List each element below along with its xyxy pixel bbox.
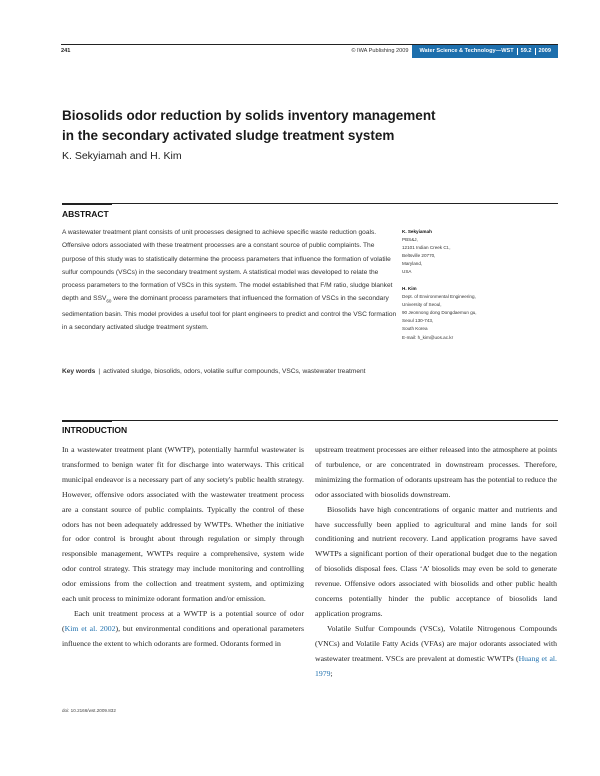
keywords-label: Key words	[62, 368, 96, 375]
abstract-body: A wastewater treatment plant consists of unit processes designed to achieve specific waste reduction goals. Offensive odors associated with these treatment processes are a constant source of public complaints. The purpose of this study was to statistically determine the process parameters that influence the formation of volatile sulfur compounds (VSCs) in the secondary treatment system. A statistical model was developed to relate the process parameters to the formation of VSCs in this system. The model established that F/M ratio, sludge blanket depth and SSV	[62, 229, 393, 303]
citation-link[interactable]: Kim et al. 2002	[64, 623, 116, 633]
title-line-1: Biosolids odor reduction by solids inventory management	[62, 108, 436, 123]
journal-name: Water Science & Technology—WST	[419, 48, 514, 54]
body-column-right	[315, 443, 557, 682]
paragraph-text: Volatile Sulfur Compounds (VSCs), Volatile Nitrogenous Compounds (VNCs) and Volatile Fatty Acids (VFAs) are major odorants associated with wastewater treatment. VSCs are prevalent at domestic WWTPs (	[315, 623, 557, 663]
affiliation-line: 12101 Indian Creek Ct.,	[402, 245, 451, 251]
affiliation-name: K. Sekyiamah	[402, 229, 432, 234]
abstract-body-end: were the dominant process parameters that influenced the formation of VSCs in the secondary sedimentation basin. This model provides a useful tool for plant engineers to predict and control the VSC formation in a secondary activated sludge treatment system.	[62, 295, 397, 332]
paragraph-text: ;	[330, 668, 333, 678]
paragraph: In a wastewater treatment plant (WWTP), potentially harmful wastewater is transformed to benign water fit for discharge into waterways. This critical municipal endeavor is a necessary part of any society's public health strategy. However, offensive odors associated with the wastewater treatment process are a constant source of public complaints. Typically the control of these odors has not been adequately addressed by WWTPs. Whether the initiative for odor control is brought about through regulation or simply through responsible management, WWTPs require a comprehensive, system wide odor control strategy. This strategy may include monitoring and controlling odor emissions from the collection and treatment system, and optimizing each unit process to minimize odorant formation and/or emission.	[62, 445, 304, 604]
journal-year: 2009	[538, 48, 551, 54]
affiliation-line: Maryland,	[402, 261, 423, 267]
journal-banner	[412, 45, 558, 58]
publisher-label: © IWA Publishing 2009	[351, 48, 409, 54]
keywords	[62, 366, 397, 378]
doi-footer: doi: 10.2166/wst.2009.832	[62, 708, 116, 713]
affiliation-line: University of Seoul,	[402, 302, 442, 308]
affiliation-name: H. Kim	[402, 286, 417, 291]
paragraph: Biosolids have high concentrations of organic matter and nutrients and have successfully been applied to agricultural and mine lands for soil conditioning and nutrient recovery. Land application programs have saved WWTPs a significant portion of their operational budget due to the negation of biosolids disposal fees. Class ‘A’ biosolids may even be sold to generate revenue. Offensive odors associated with biosolids and other public health concerns potentially hinder the public acceptance of biosolids land application programs.	[315, 504, 557, 618]
separator	[517, 48, 518, 55]
affiliation-email: E-mail: h_kim@uos.ac.kr	[402, 334, 454, 340]
keywords-divider: |	[98, 368, 101, 375]
paragraph: upstream treatment processes are either released into the atmosphere at points of turbulence, or are concentrated in downstream processes. Therefore, minimizing the formation of odorants upstream has the potential to reduce the odor associated with biosolids downstream.	[315, 445, 557, 499]
body-column-left	[62, 443, 304, 652]
abstract-subscript: 60	[106, 298, 112, 304]
affiliation-line: PBS&J,	[402, 237, 418, 243]
affiliation-sekyiamah	[402, 228, 552, 277]
title-line-2: in the secondary activated sludge treatment system	[62, 128, 395, 143]
keywords-list: activated sludge, biosolids, odors, volatile sulfur compounds, VSCs, wastewater treatment	[103, 368, 366, 375]
paragraph-text: Each unit treatment process at a WWTP is a potential source of odor (	[62, 608, 304, 633]
affiliation-line: Seoul 130-743,	[402, 318, 434, 324]
paragraph	[62, 607, 304, 652]
affiliation-line: Beltsville 20770,	[402, 253, 436, 259]
abstract-rule	[62, 203, 558, 204]
page-number: 241	[61, 48, 71, 54]
affiliation-line: 90 Jeonnong dong Dongdaemun gu,	[402, 310, 477, 316]
citation-link[interactable]: Huang et al. 1979	[315, 653, 557, 678]
abstract-heading: ABSTRACT	[62, 209, 109, 219]
paragraph-text: ), but environmental conditions and operational parameters influence the extent to which odorants are formed. Odorants formed in	[62, 623, 304, 648]
affiliation-kim	[402, 285, 552, 342]
intro-rule	[62, 420, 558, 421]
affiliation-line: South Korea	[402, 326, 428, 332]
header-right	[351, 45, 558, 58]
separator	[535, 48, 536, 55]
article-authors: K. Sekyiamah and H. Kim	[62, 150, 182, 162]
affiliation-line: Dept. of Environmental Engineering,	[402, 294, 476, 300]
article-title	[62, 106, 482, 146]
introduction-heading: INTRODUCTION	[62, 425, 128, 435]
abstract-text	[62, 226, 397, 335]
running-header	[61, 44, 558, 58]
affiliation-line: USA	[402, 269, 412, 275]
paragraph	[315, 622, 557, 682]
journal-volume: 59.2	[520, 48, 532, 54]
